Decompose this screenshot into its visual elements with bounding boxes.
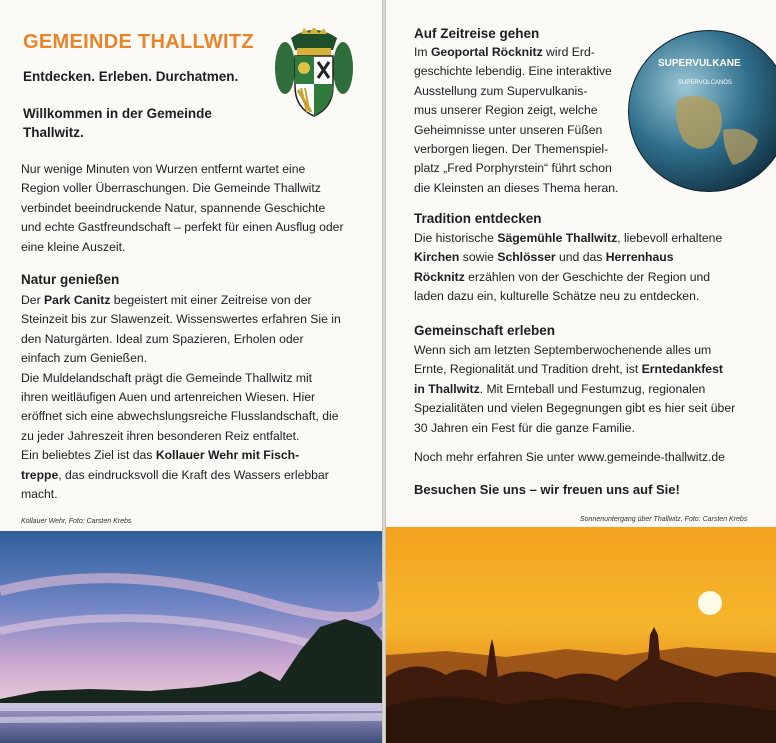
right-page <box>386 0 776 743</box>
municipality-title: GEMEINDE THALLWITZ <box>23 31 254 53</box>
nature-heading: Natur genießen <box>21 272 120 287</box>
time-travel-heading: Auf Zeitreise gehen <box>414 26 540 41</box>
welcome-heading: Willkommen in der Gemeinde Thallwitz. <box>23 106 212 140</box>
sunset-photo <box>386 527 776 743</box>
supervolcano-globe-image <box>628 30 776 192</box>
community-paragraph: Wenn sich am letzten Septemberwochenende alles um Ernte, Regionalität und Tradition dreht, ist Erntedankfest in Thallwitz. Mit Ernteball und Festumzug, regionalen Spezialitäten und vielen Begegnungen gibt es hier seit über 30 Jahren ein Fest für die ganze Familie. <box>414 343 736 435</box>
nature-paragraph: Der Park Canitz begeistert mit einer Zeitreise von der Steinzeit bis zur Slawenzeit. Wissenswertes erfahren Sie in den Naturgärten. Ideal zum Spazieren, Erholen oder einfach zum Genießen. Die Muldelandschaft prägt die Gemeinde Thallwitz mit ihren weitläufigen Auen und artenreichen Wiesen. Hier eröffnet sich eine abwechslungsreiche Flusslandschaft, die zu jeder Jahreszeit ihren besonderen Reiz entfaltet. Ein beliebtes Ziel ist das Kollauer Wehr mit Fisch- treppe, das eindrucksvoll die Kraft des Wassers erlebbar macht. <box>21 293 341 502</box>
tradition-paragraph: Die historische Sägemühle Thallwitz, liebevoll erhaltene Kirchen sowie Schlösser und das Herrenhaus Röcknitz erzählen von der Geschichte der Region und laden dazu ein, kulturelle Schätze neu zu entdecken. <box>414 231 723 304</box>
photo-caption-sunset: Sonnenuntergang über Thallwitz, Foto: Carsten Krebs <box>580 516 748 523</box>
community-heading: Gemeinschaft erleben <box>414 323 556 338</box>
left-page <box>0 0 382 743</box>
globe-title: SUPERVULKANE <box>658 58 741 69</box>
tagline: Entdecken. Erleben. Durchatmen. <box>23 69 239 84</box>
globe-subtitle: SUPERVOLCANOS <box>678 80 732 86</box>
website-info: Noch mehr erfahren Sie unter www.gemeinde-thallwitz.de <box>414 450 725 464</box>
intro-paragraph: Nur wenige Minuten von Wurzen entfernt wartet eine Region voller Überraschungen. Die Gemeinde Thallwitz verbindet beeindruckende Natur, spannende Geschichte und echte Gastfreundschaft – perfekt für einen Ausflug oder eine kleine Auszeit. <box>21 162 344 254</box>
time-travel-paragraph: Im Geoportal Röcknitz wird Erd- geschichte lebendig. Eine interaktive Ausstellung zum Supervulkanis- mus unserer Region zeigt, welche Geheimnisse unter unseren Füßen verborgen liegen. Der Themenspiel- platz „Fred Porphyrstein“ führt schon die Kleinsten an dieses Thema heran. <box>414 45 619 195</box>
photo-caption-weir: Kollauer Wehr, Foto: Carsten Krebs <box>21 518 132 525</box>
closing-invitation: Besuchen Sie uns – wir freuen uns auf Sie! <box>414 482 680 497</box>
tradition-heading: Tradition entdecken <box>414 211 542 226</box>
coat-of-arms-image <box>271 28 357 118</box>
weir-dusk-photo <box>0 531 382 743</box>
